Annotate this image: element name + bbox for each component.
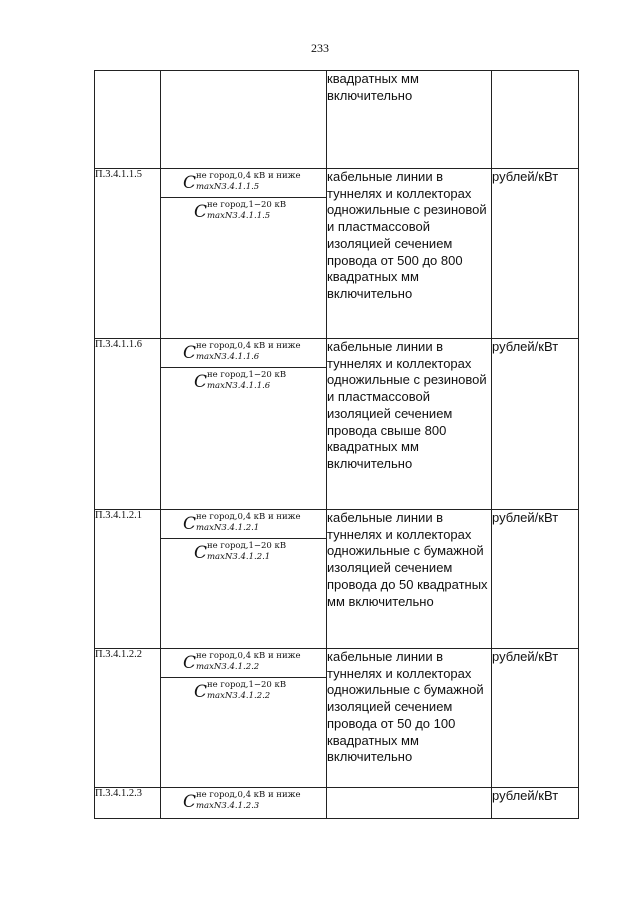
row-unit: рублей/кВт — [492, 788, 579, 819]
row-description: кабельные линии в туннелях и коллекторах одножильные с бумажной изоляцией сечением провода от 50 до 100 квадратных мм включительно — [327, 649, 492, 788]
formula-subscript: maxN3.4.1.2.3 — [196, 801, 260, 811]
table-row — [95, 649, 579, 788]
code-cell — [95, 71, 161, 169]
row-description: кабельные линии в туннелях и коллекторах одножильные с резиновой и пластмассовой изоляцией сечением провода от 500 до 800 квадратных мм включительно — [327, 169, 492, 339]
formula-symbol: C — [183, 653, 197, 673]
row-code: П.3.4.1.2.3 — [95, 788, 161, 819]
formula-superscript: не город,1−20 кВ — [207, 200, 287, 210]
formula-superscript: не город,0,4 кВ и ниже — [196, 790, 301, 800]
formula-medium-voltage — [161, 197, 326, 226]
formula-superscript: не город,0,4 кВ и ниже — [196, 341, 301, 351]
row-code: П.3.4.1.2.2 — [95, 649, 161, 788]
row-unit: рублей/кВт — [492, 169, 579, 339]
row-unit: рублей/кВт — [492, 649, 579, 788]
formula-superscript: не город,1−20 кВ — [207, 680, 287, 690]
formula-low-voltage — [161, 788, 326, 816]
formula-cell — [161, 649, 327, 788]
table-row — [95, 788, 579, 819]
formula-symbol: C — [183, 343, 197, 363]
formula-medium-voltage — [161, 677, 326, 706]
formula-low-voltage — [161, 169, 326, 197]
formula-symbol: C — [194, 372, 208, 392]
formula-subscript: maxN3.4.1.1.5 — [207, 211, 271, 221]
formula-subscript: maxN3.4.1.1.6 — [207, 381, 271, 391]
formula-cell — [161, 71, 327, 169]
formula-medium-voltage — [161, 367, 326, 396]
formula-cell — [161, 169, 327, 339]
formula-low-voltage — [161, 339, 326, 367]
formula-subscript: maxN3.4.1.2.1 — [196, 523, 260, 533]
formula-symbol: C — [194, 543, 208, 563]
table-row — [95, 71, 579, 169]
formula-cell — [161, 339, 327, 510]
formula-subscript: maxN3.4.1.2.2 — [196, 662, 260, 672]
table-row — [95, 339, 579, 510]
formula-superscript: не город,0,4 кВ и ниже — [196, 651, 301, 661]
formula-subscript: maxN3.4.1.1.6 — [196, 352, 260, 362]
row-code: П.3.4.1.1.5 — [95, 169, 161, 339]
row-description: кабельные линии в туннелях и коллекторах одножильные с бумажной изоляцией сечением провода до 50 квадратных мм включительно — [327, 510, 492, 649]
page-number: 233 — [311, 41, 329, 55]
formula-symbol: C — [183, 173, 197, 193]
description-cell: квадратных мм включительно — [327, 71, 492, 169]
row-description: кабельные линии в туннелях и коллекторах одножильные с резиновой и пластмассовой изоляцией сечением провода свыше 800 квадратных мм включительно — [327, 339, 492, 510]
table-row — [95, 510, 579, 649]
row-code: П.3.4.1.2.1 — [95, 510, 161, 649]
table-row — [95, 169, 579, 339]
formula-cell — [161, 510, 327, 649]
row-code: П.3.4.1.1.6 — [95, 339, 161, 510]
formula-symbol: C — [183, 792, 197, 812]
row-unit: рублей/кВт — [492, 339, 579, 510]
formula-low-voltage — [161, 510, 326, 538]
formula-superscript: не город,0,4 кВ и ниже — [196, 512, 301, 522]
formula-subscript: maxN3.4.1.2.1 — [207, 552, 271, 562]
formula-cell — [161, 788, 327, 819]
formula-medium-voltage — [161, 538, 326, 567]
tariff-table — [94, 70, 579, 819]
row-unit: рублей/кВт — [492, 510, 579, 649]
row-description — [327, 788, 492, 819]
formula-superscript: не город,1−20 кВ — [207, 370, 287, 380]
formula-subscript: maxN3.4.1.2.2 — [207, 691, 271, 701]
unit-cell — [492, 71, 579, 169]
formula-subscript: maxN3.4.1.1.5 — [196, 182, 260, 192]
formula-symbol: C — [194, 682, 208, 702]
formula-symbol: C — [183, 514, 197, 534]
formula-low-voltage — [161, 649, 326, 677]
formula-superscript: не город,0,4 кВ и ниже — [196, 171, 301, 181]
formula-superscript: не город,1−20 кВ — [207, 541, 287, 551]
formula-symbol: C — [194, 202, 208, 222]
